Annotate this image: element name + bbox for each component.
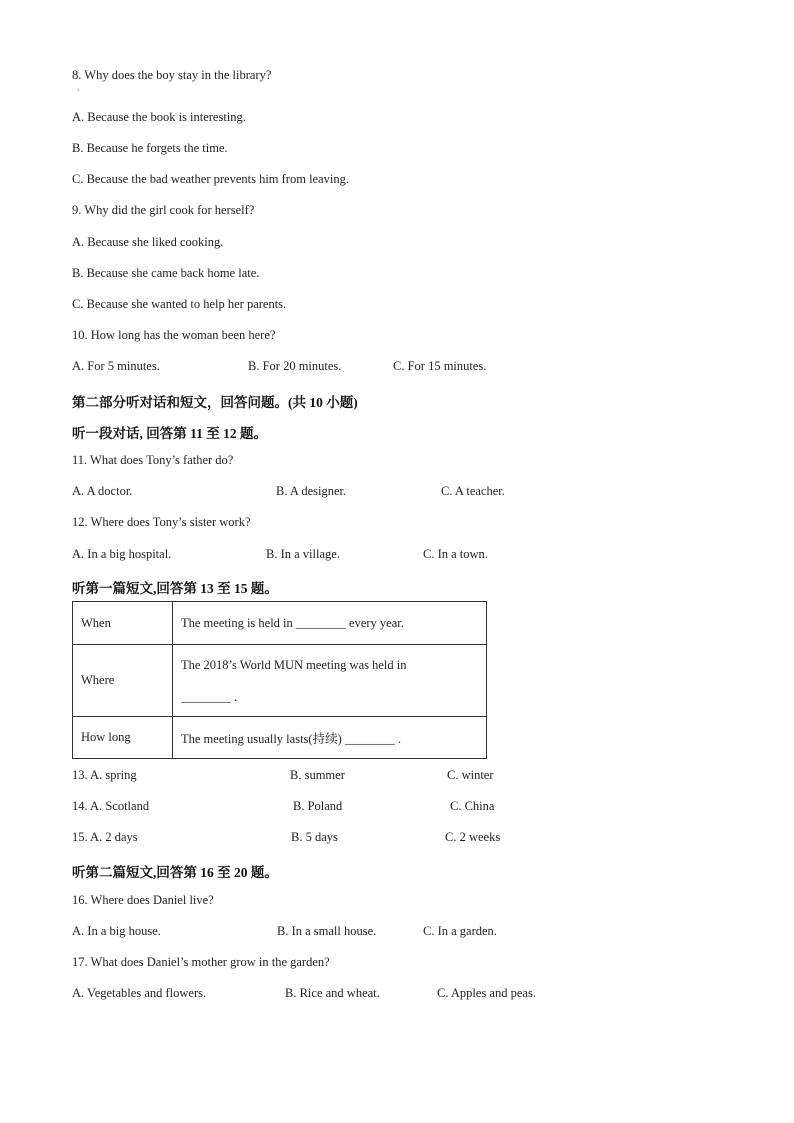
question-16-option-c: C. In a garden. bbox=[423, 924, 497, 938]
question-13-option-b: B. summer bbox=[290, 768, 345, 782]
table-row-value bbox=[173, 717, 487, 759]
question-16-option-b: B. In a small house. bbox=[277, 924, 377, 938]
table-row bbox=[73, 602, 487, 645]
passage-1-heading: 听第一篇短文,回答第 13 至 15 题。 bbox=[72, 581, 278, 596]
meeting-info-table bbox=[72, 601, 487, 759]
question-9-option-a: A. Because she liked cooking. bbox=[72, 235, 224, 249]
question-8-stem: 8. Why does the boy stay in the library? bbox=[72, 68, 272, 82]
question-9-option-b: B. Because she came back home late. bbox=[72, 266, 260, 280]
question-17-option-a: A. Vegetables and flowers. bbox=[72, 986, 207, 1000]
question-16-stem: 16. Where does Daniel live? bbox=[72, 893, 214, 907]
part-2-title: 第二部分听对话和短文，回答问题。(共 10 小题) bbox=[72, 395, 358, 410]
question-10-option-b: B. For 20 minutes. bbox=[248, 359, 342, 373]
question-8-option-c: C. Because the bad weather prevents him from leaving. bbox=[72, 172, 349, 186]
question-12-option-c: C. In a town. bbox=[423, 547, 488, 561]
table-row-value bbox=[173, 645, 487, 717]
question-11-option-c: C. A teacher. bbox=[441, 484, 505, 498]
question-10-option-a: A. For 5 minutes. bbox=[72, 359, 160, 373]
table-row bbox=[73, 717, 487, 759]
question-11-option-b: B. A designer. bbox=[276, 484, 347, 498]
question-8-option-b: B. Because he forgets the time. bbox=[72, 141, 228, 155]
question-12-option-b: B. In a village. bbox=[266, 547, 340, 561]
table-row bbox=[73, 645, 487, 717]
question-15-option-a: 15. A. 2 days bbox=[72, 830, 138, 844]
table-row-value-line1: The meeting is held in ________ every year. bbox=[181, 615, 404, 630]
question-11-stem: 11. What does Tony’s father do? bbox=[72, 453, 234, 467]
question-17-option-b: B. Rice and wheat. bbox=[285, 986, 380, 1000]
question-11-option-a: A. A doctor. bbox=[72, 484, 133, 498]
question-15-option-b: B. 5 days bbox=[291, 830, 338, 844]
stray-dot: · bbox=[77, 86, 80, 95]
question-9-stem: 9. Why did the girl cook for herself? bbox=[72, 203, 255, 217]
question-17-stem: 17. What does Daniel’s mother grow in the garden? bbox=[72, 955, 330, 969]
question-10-stem: 10. How long has the woman been here? bbox=[72, 328, 276, 342]
question-8-option-a: A. Because the book is interesting. bbox=[72, 110, 246, 124]
passage-2-heading: 听第二篇短文,回答第 16 至 20 题。 bbox=[72, 865, 278, 880]
question-17-option-c: C. Apples and peas. bbox=[437, 986, 536, 1000]
dialogue-heading: 听一段对话, 回答第 11 至 12 题。 bbox=[72, 426, 268, 441]
table-row-key: When bbox=[73, 602, 173, 645]
table-row-value-line1: The meeting usually lasts(持续) ________ . bbox=[181, 731, 402, 746]
table-row-value-line2: ________ . bbox=[181, 689, 238, 704]
question-14-option-c: C. China bbox=[450, 799, 495, 813]
question-13-option-a: 13. A. spring bbox=[72, 768, 137, 782]
table-row-key: Where bbox=[73, 645, 173, 717]
question-9-option-c: C. Because she wanted to help her parents. bbox=[72, 297, 287, 311]
question-12-stem: 12. Where does Tony’s sister work? bbox=[72, 515, 251, 529]
question-15-option-c: C. 2 weeks bbox=[445, 830, 501, 844]
question-12-option-a: A. In a big hospital. bbox=[72, 547, 172, 561]
question-16-option-a: A. In a big house. bbox=[72, 924, 161, 938]
question-14-option-a: 14. A. Scotland bbox=[72, 799, 150, 813]
table-row-key: How long bbox=[73, 717, 173, 759]
table-row-value-line1: The 2018’s World MUN meeting was held in bbox=[181, 657, 407, 672]
question-14-option-b: B. Poland bbox=[293, 799, 343, 813]
table-row-value bbox=[173, 602, 487, 645]
question-10-option-c: C. For 15 minutes. bbox=[393, 359, 487, 373]
question-13-option-c: C. winter bbox=[447, 768, 494, 782]
